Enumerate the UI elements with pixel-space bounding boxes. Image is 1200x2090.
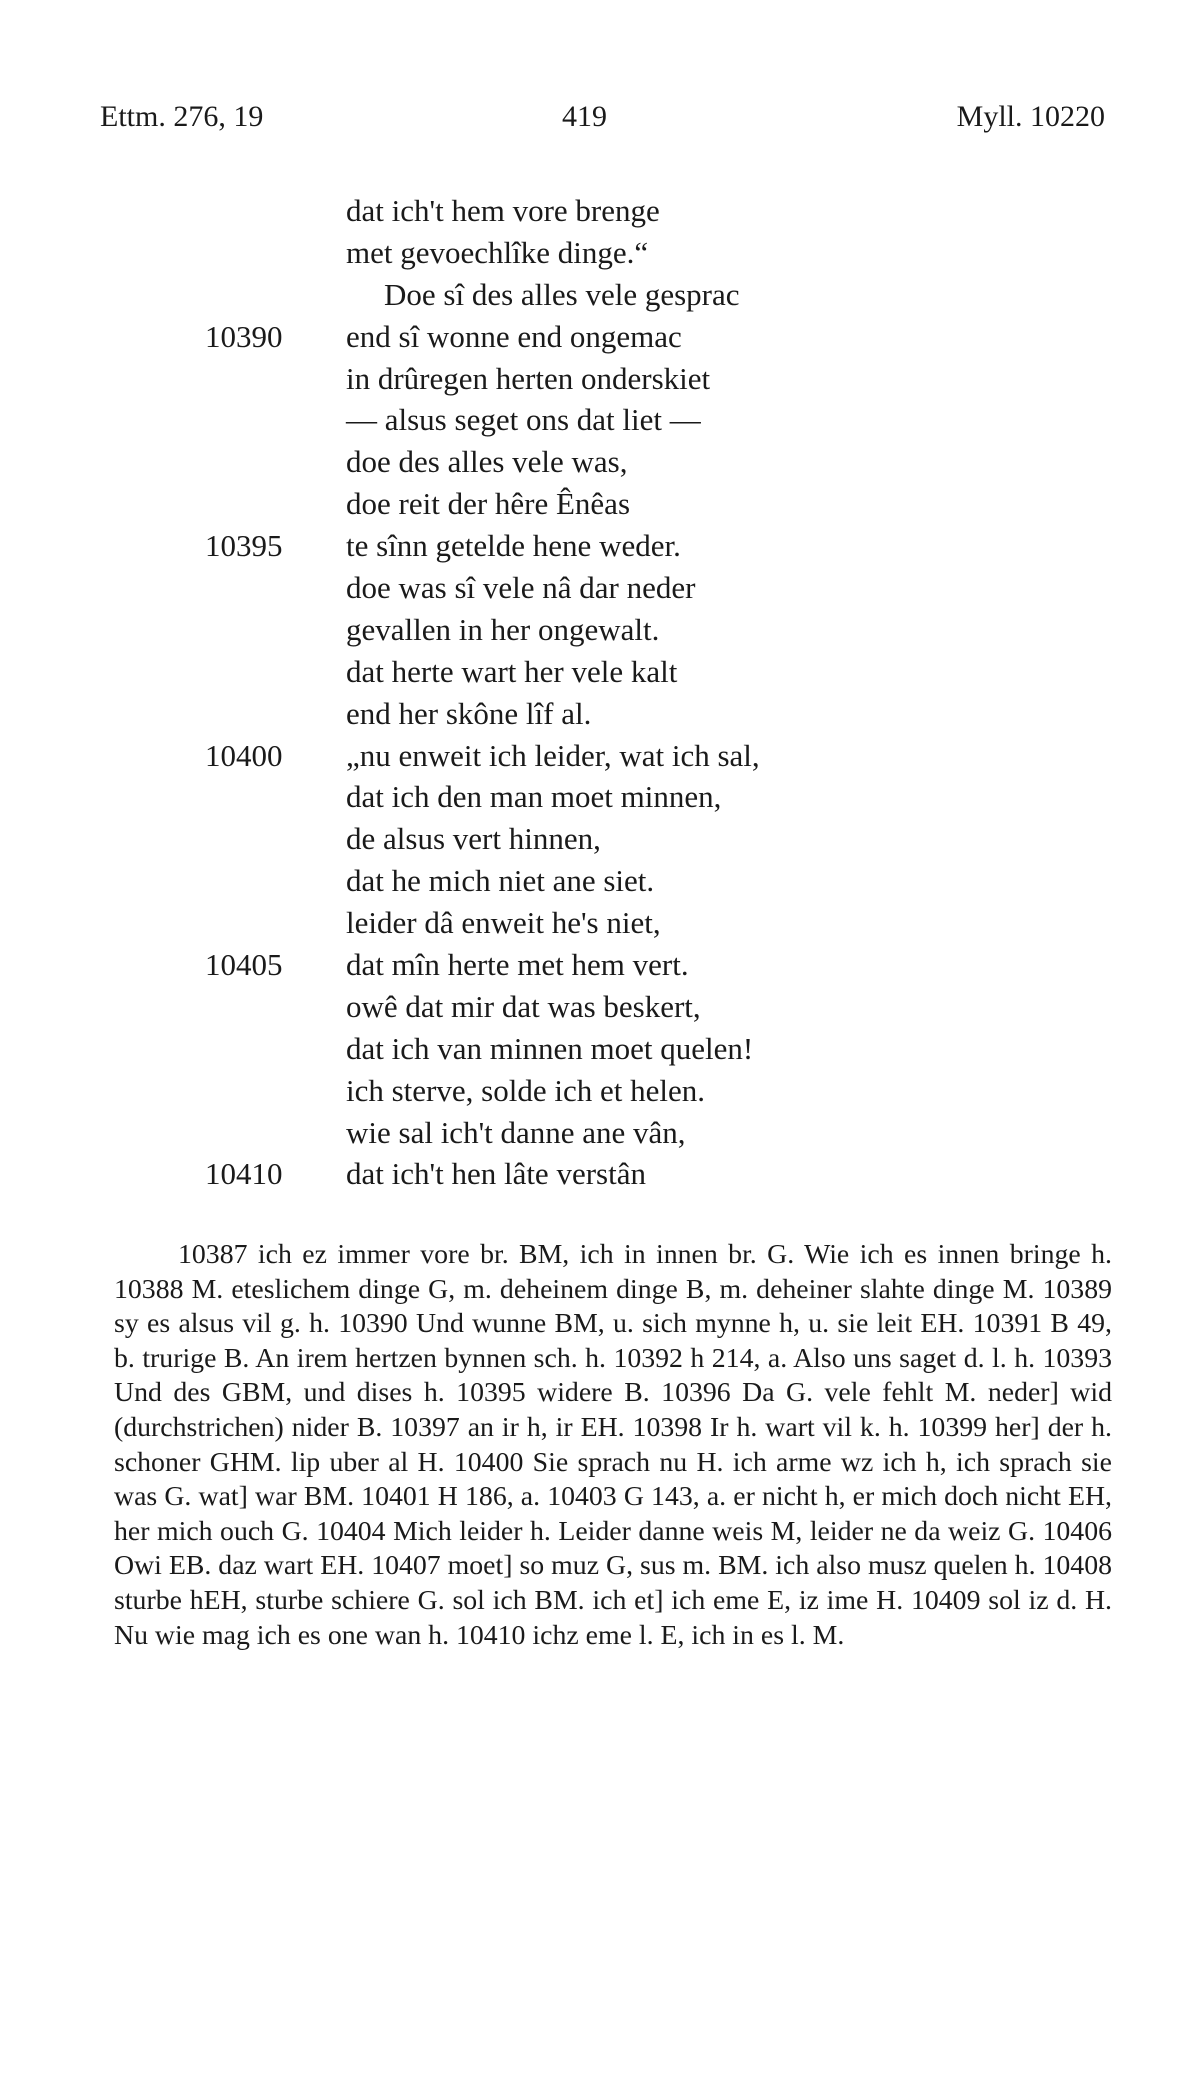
page-number: 419	[562, 100, 607, 133]
verse-text: te sînn getelde hene weder.	[346, 528, 681, 564]
verse-text: Doe sî des alles vele gesprac	[384, 276, 740, 312]
verse-block	[0, 190, 1200, 1195]
verse-text: end sî wonne end ongemac	[346, 318, 682, 354]
verse-number: 10400	[205, 737, 283, 773]
verse-text: dat mîn herte met hem vert.	[346, 947, 689, 983]
verse-line	[0, 693, 1200, 735]
verse-line	[0, 358, 1200, 400]
verse-line	[0, 860, 1200, 902]
verse-text: dat ich't hem vore brenge	[346, 193, 660, 228]
verse-line	[0, 1112, 1200, 1154]
verse-text: met gevoechlîke dinge.“	[346, 234, 649, 270]
verse-line	[0, 316, 1200, 358]
critical-apparatus	[114, 1238, 1112, 1653]
verse-text: in drûregen herten onderskiet	[346, 360, 711, 396]
verse-text: ich sterve, solde ich et helen.	[346, 1072, 705, 1108]
verse-text: dat ich't hen lâte verstân	[346, 1156, 646, 1192]
verse-text: dat he mich niet ane siet.	[346, 863, 655, 899]
verse-text: wie sal ich't danne ane vân,	[346, 1114, 686, 1150]
verse-line	[0, 441, 1200, 483]
verse-text: dat ich den man moet minnen,	[346, 779, 722, 815]
header-right-reference: Myll. 10220	[956, 100, 1105, 133]
header-left-reference: Ettm. 276, 19	[100, 100, 264, 133]
verse-line	[0, 1070, 1200, 1112]
verse-number: 10405	[205, 947, 283, 983]
verse-line	[0, 399, 1200, 441]
verse-text: de alsus vert hinnen,	[346, 821, 601, 857]
verse-text: gevallen in her ongewalt.	[346, 611, 660, 647]
verse-line	[0, 986, 1200, 1028]
verse-line	[0, 190, 1200, 232]
footnote-text: 10387 ich ez immer vore br. BM, ich in innen br. G. Wie ich es innen bringe h. 10388 M. eteslichem dinge G, m. deheinem dinge B, m. deheiner slahte dinge M. 10389 sy es alsus vil g. h. 10390 Und wunne BM, u. sich mynne h, u. sie leit EH. 10391 B 49, b. trurige B. An irem hertzen bynnen sch. h. 10392 h 214, a. Also uns saget d. l. h. 10393 Und des GBM, und dises h. 10395 widere B. 10396 Da G. vele fehlt M. neder] wid (durchstrichen) nider B. 10397 an ir h, ir EH. 10398 Ir h. wart vil k. h. 10399 her] der h. schoner GHM. lip uber al H. 10400 Sie sprach nu H. ich arme wz ich h, ich sprach sie was G. wat] war BM. 10401 H 186, a. 10403 G 143, a. er nicht h, er mich doch nicht EH, her mich ouch G. 10404 Mich leider h. Leider danne weis M, leider ne da weiz G. 10406 Owi EB. daz wart EH. 10407 moet] so muz G, sus m. BM. ich also musz quelen h. 10408 sturbe hEH, sturbe schiere G. sol ich BM. ich et] ich eme E, iz ime H. 10409 sol iz d. H. Nu wie mag ich es one wan h. 10410 ichz eme l. E, ich in es l. M.	[114, 1239, 1112, 1651]
verse-number: 10390	[205, 318, 283, 354]
verse-line	[0, 944, 1200, 986]
verse-line	[0, 776, 1200, 818]
verse-line	[0, 232, 1200, 274]
verse-line	[0, 483, 1200, 525]
verse-line	[0, 902, 1200, 944]
verse-line	[0, 1028, 1200, 1070]
verse-line	[0, 274, 1200, 316]
verse-text: dat ich van minnen moet quelen!	[346, 1030, 754, 1066]
verse-number: 10410	[205, 1156, 283, 1192]
verse-text: doe reit der hêre Ênêas	[346, 486, 631, 522]
verse-line	[0, 1153, 1200, 1195]
verse-text: — alsus seget ons dat liet —	[346, 402, 701, 438]
verse-text: doe was sî vele nâ dar neder	[346, 570, 696, 606]
verse-text: leider dâ enweit he's niet,	[346, 905, 661, 941]
page-header	[100, 100, 1105, 144]
verse-text: dat herte wart her vele kalt	[346, 653, 678, 689]
verse-text: „nu enweit ich leider, wat ich sal,	[346, 737, 760, 773]
verse-line	[0, 525, 1200, 567]
verse-text: end her skône lîf al.	[346, 695, 592, 731]
verse-line	[0, 651, 1200, 693]
verse-number: 10395	[205, 528, 283, 564]
verse-text: owê dat mir dat was beskert,	[346, 988, 701, 1024]
verse-text: doe des alles vele was,	[346, 444, 628, 480]
verse-line	[0, 735, 1200, 777]
verse-line	[0, 818, 1200, 860]
verse-line	[0, 567, 1200, 609]
verse-line	[0, 609, 1200, 651]
